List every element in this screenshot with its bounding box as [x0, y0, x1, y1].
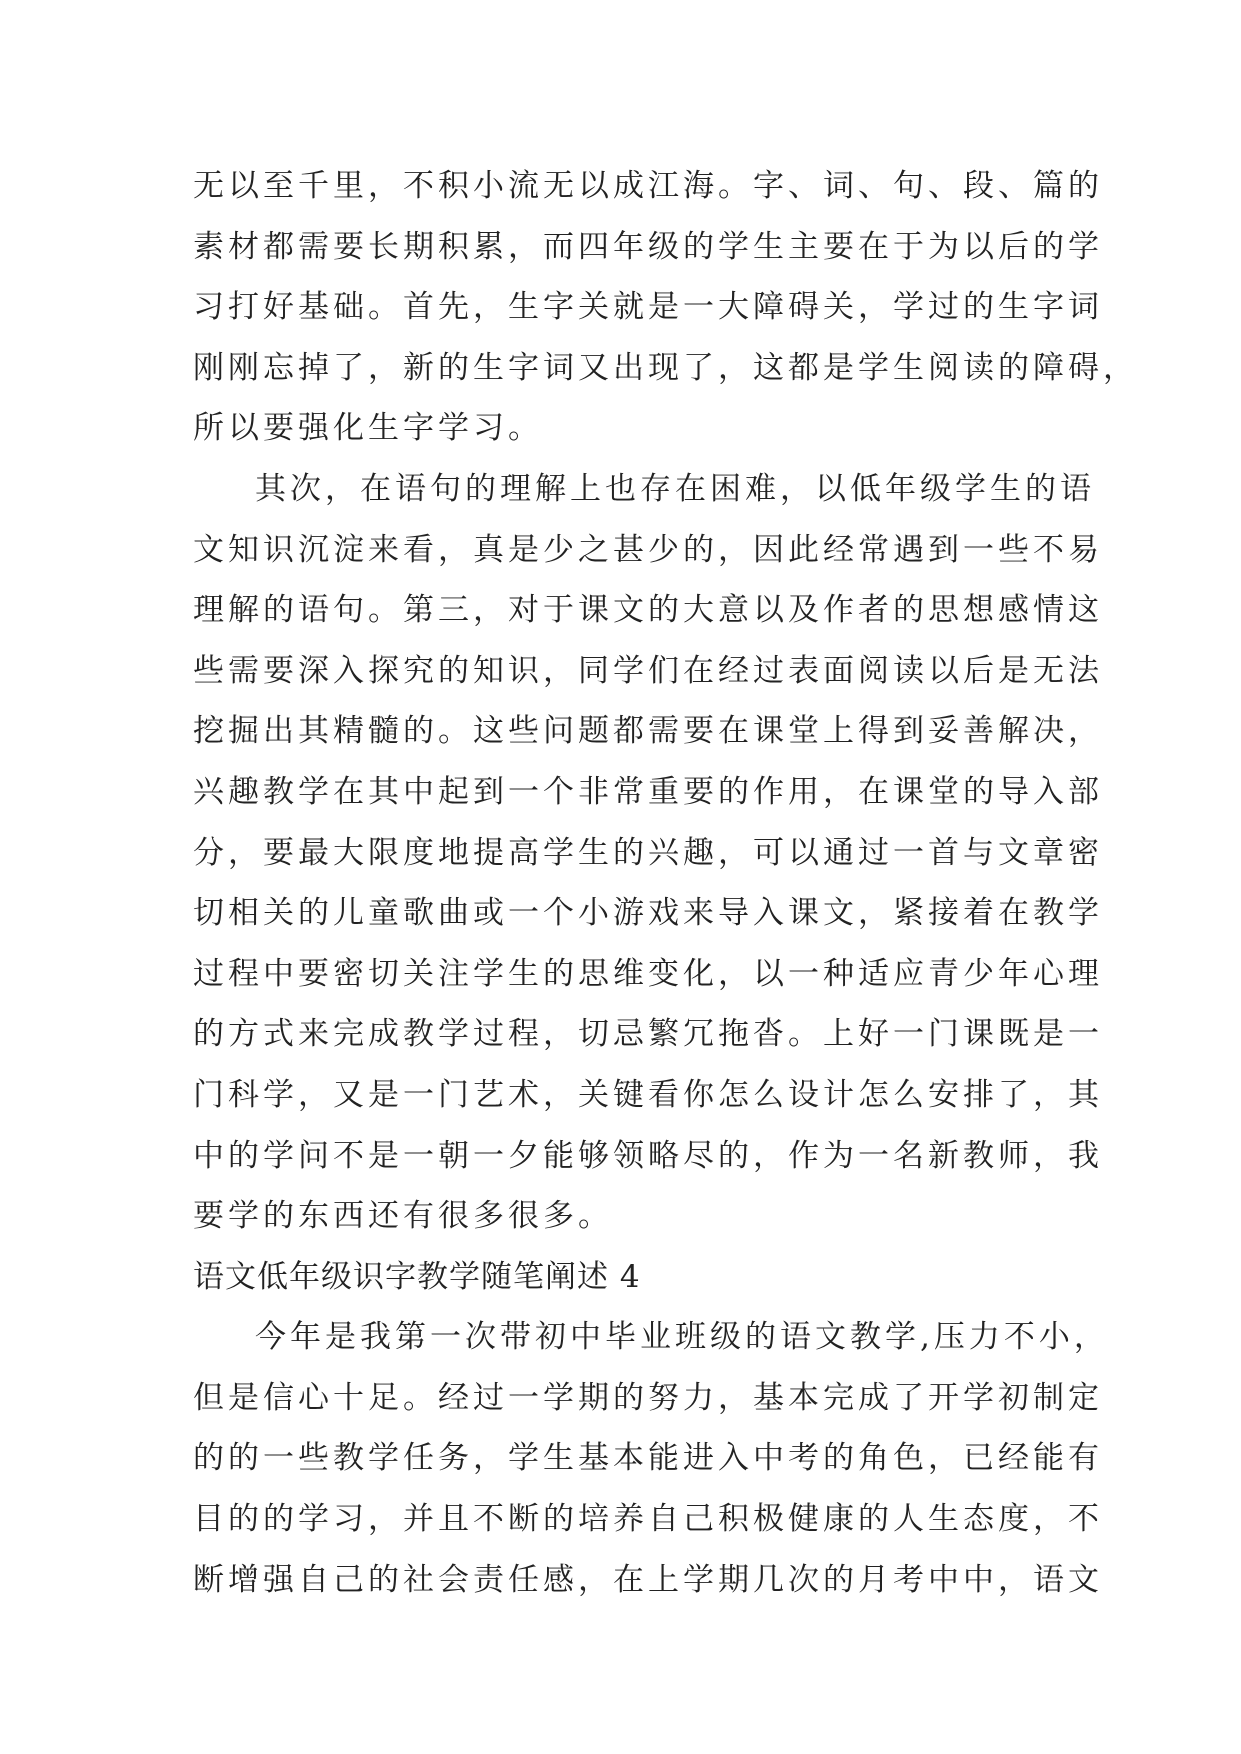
- text-line: 断增强自己的社会责任感，在上学期几次的月考中中，语文: [193, 1561, 1103, 1598]
- text-line: 挖掘出其精髓的。这些问题都需要在课堂上得到妥善解决，: [193, 713, 1103, 750]
- text-line: 兴趣教学在其中起到一个非常重要的作用，在课堂的导入部: [193, 773, 1103, 810]
- text-line: 中的学问不是一朝一夕能够领略尽的，作为一名新教师，我: [193, 1137, 1103, 1174]
- text-line: 素材都需要长期积累，而四年级的学生主要在于为以后的学: [193, 228, 1103, 265]
- text-line: 今年是我第一次带初中毕业班级的语文教学,压力不小，: [255, 1319, 1109, 1356]
- section-heading: 语文低年级识字教学随笔阐述 4: [193, 1258, 641, 1295]
- text-line: 习打好基础。首先，生字关就是一大障碍关，学过的生字词: [193, 289, 1103, 326]
- text-line: 目的的学习，并且不断的培养自己积极健康的人生态度，不: [193, 1501, 1103, 1538]
- text-line: 刚刚忘掉了，新的生字词又出现了，这都是学生阅读的障碍，: [193, 349, 1138, 386]
- text-line: 其次，在语句的理解上也存在困难，以低年级学生的语: [255, 470, 1095, 507]
- text-line: 过程中要密切关注学生的思维变化，以一种适应青少年心理: [193, 955, 1103, 992]
- text-line: 的方式来完成教学过程，切忌繁冗拖沓。上好一门课既是一: [193, 1016, 1103, 1053]
- text-line: 的的一些教学任务，学生基本能进入中考的角色，已经能有: [193, 1440, 1103, 1477]
- text-line: 门科学，又是一门艺术，关键看你怎么设计怎么安排了，其: [193, 1076, 1103, 1113]
- text-line: 所以要强化生字学习。: [193, 410, 543, 447]
- text-line: 文知识沉淀来看，真是少之甚少的，因此经常遇到一些不易: [193, 531, 1103, 568]
- text-line: 分，要最大限度地提高学生的兴趣，可以通过一首与文章密: [193, 834, 1103, 871]
- text-line: 理解的语句。第三，对于课文的大意以及作者的思想感情这: [193, 592, 1103, 629]
- text-line: 切相关的儿童歌曲或一个小游戏来导入课文，紧接着在教学: [193, 895, 1103, 932]
- text-line: 些需要深入探究的知识，同学们在经过表面阅读以后是无法: [193, 652, 1103, 689]
- text-line: 但是信心十足。经过一学期的努力，基本完成了开学初制定: [193, 1379, 1103, 1416]
- document-body: [193, 156, 1138, 1610]
- text-line: 要学的东西还有很多很多。: [193, 1198, 613, 1235]
- text-line: 无以至千里，不积小流无以成江海。字、词、句、段、篇的: [193, 168, 1103, 204]
